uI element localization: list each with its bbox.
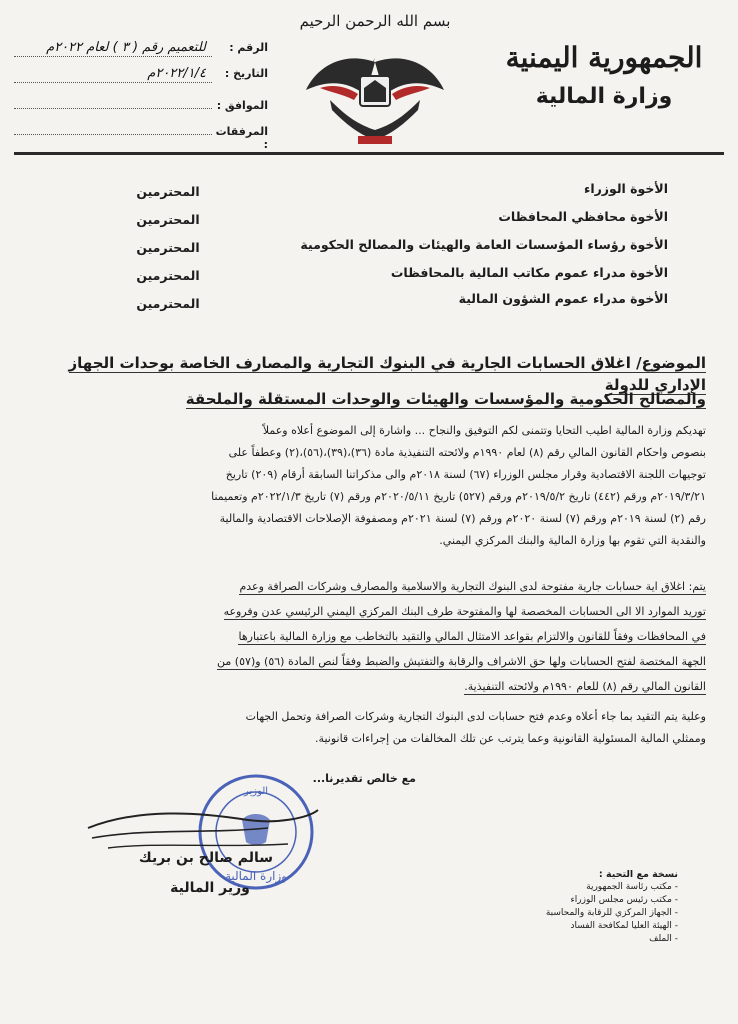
underlined-text: يتم: اغلاق اية حسابات جارية مفتوحة لدى البنوك التجارية والاسلامية والمصارف وشركات الصرافة وعدم	[239, 580, 706, 593]
meta-row-number	[14, 40, 268, 66]
paragraph-line: رقم (٢) لسنة ٢٠١٩م ورقم (٧) لسنة ٢٠٢٠م ورقم (٧) لسنة ٢٠٢١م ومصفوفة الإصلاحات الاقتصادية والمالية	[219, 512, 706, 525]
addressee-honorific: المحترمين	[136, 212, 200, 227]
paragraph-line: ٢٠١٩/٣/٢١م ورقم (٤٤٢) تاريخ ٢٠١٩/٥/٢م ورقم (٥٢٧) تاريخ ٢٠٢٠/٥/١١م ورقم (٧) تاريخ ٢٠٢٢/١/٣م وتعميمنا	[211, 490, 706, 503]
paragraph-line	[30, 624, 706, 649]
addressee-honorific: المحترمين	[136, 268, 200, 283]
meta-row-date	[14, 66, 268, 92]
meta-value	[14, 92, 212, 109]
reference-block	[14, 40, 268, 151]
basmala: بسم الله الرحمن الرحيم	[299, 12, 451, 30]
meta-value: ٢٠٢٢/١/٤م	[14, 66, 212, 83]
closing-line: مع خالص تقديرنا...	[312, 772, 416, 785]
paragraph-line	[30, 649, 706, 674]
paragraph-line: تهديكم وزارة المالية اطيب التحايا وتتمنى لكم التوفيق والنجاح ... واشارة إلى الموضوع أعلاه وعملاً	[262, 424, 706, 437]
decision-paragraph	[30, 574, 706, 699]
paragraph-line: والنقدية التي تقوم بها وزارة المالية والبنك المركزي اليمني.	[439, 534, 706, 547]
stamp-text: وزارة المالية	[224, 869, 288, 883]
body-paragraph-3	[30, 706, 706, 750]
addressee-line: الأخوة الوزراء	[583, 181, 668, 196]
handwritten-signature	[78, 798, 328, 888]
paragraph-line	[30, 574, 706, 599]
copies-item: - الملف	[649, 934, 678, 944]
header-divider	[14, 152, 724, 155]
paragraph-line: بنصوص واحكام القانون المالي رقم (٨) لعام ١٩٩٠م ولائحته التنفيذية مادة (٣٦)،(٣٩)،(٥٦)،(٢) وعطفاً على	[228, 446, 706, 459]
copies-item: - مكتب رئيس مجلس الوزراء	[570, 895, 678, 905]
addressee-honorific: المحترمين	[136, 296, 200, 311]
meta-label: المرفقات :	[215, 125, 268, 151]
subject-text: والمصالح الحكومية والمؤسسات والهيئات والوحدات المستقلة والملحقة	[185, 390, 706, 408]
addressee-honorific: المحترمين	[136, 240, 200, 255]
addressee-line: الأخوة رؤساء المؤسسات العامة والهيئات والمصالح الحكومية	[300, 237, 668, 252]
letterhead	[504, 40, 704, 112]
underlined-text: في المحافظات وفقاً للقانون والالتزام بقواعد الامتثال المالي والتقيد بالتخاطب مع وزارة المالية باعتبارها	[238, 630, 706, 643]
signatory-title: وزير المالية	[170, 880, 250, 896]
meta-label: الرقم :	[229, 41, 268, 54]
subject-line-2	[30, 388, 706, 410]
paragraph-line: وعلية يتم التقيد بما جاء أعلاه وعدم فتح حسابات لدى البنوك التجارية وشركات الصرافة وتحمل الجهات	[245, 710, 706, 723]
paragraph-line	[30, 599, 706, 624]
ministry-name: وزارة المالية	[535, 84, 673, 109]
meta-value	[14, 118, 212, 135]
paragraph-line: وممثلي المالية المسئولية القانونية وعما يترتب عن تلك المخالفات من إجراءات قانونية.	[315, 732, 706, 745]
underlined-text: توريد الموارد الا الى الحسابات المخصصة لها والمفتوحة طرف البنك المركزي اليمني الرئيسي عدن وفروعه	[223, 605, 706, 618]
meta-row-corresponding	[14, 92, 268, 118]
underlined-text: القانون المالي رقم (٨) للعام ١٩٩٠م ولائحته التنفيذية.	[464, 680, 706, 693]
copies-item: - الجهاز المركزي للرقابة والمحاسبة	[545, 908, 678, 918]
addressee-line: الأخوة مدراء عموم مكاتب المالية بالمحافظات	[390, 265, 668, 280]
country-name: الجمهورية اليمنية	[505, 41, 703, 74]
copies-list	[458, 868, 678, 946]
paragraph-line: توجيهات اللجنة الاقتصادية وقرار مجلس الوزراء (٦٧) لسنة ٢٠١٨م والى مذكراتنا السابقة أرقام (٢٠٩) تاريخ	[225, 468, 706, 481]
copies-heading: نسخة مع التحية :	[598, 869, 678, 880]
underlined-text: الجهة المختصة لفتح الحسابات ولها حق الاشراف والرقابة والتفتيش والضبط وفقاً لنص المادة (٥٦) و(٥٧) من	[217, 655, 706, 668]
subject-text: الموضوع/ اغلاق الحسابات الجارية في البنوك التجارية والمصارف الخاصة بوحدات الجهاز الإداري للدولة	[68, 354, 706, 394]
meta-label: الموافق :	[216, 99, 268, 112]
copies-item: - الهيئة العليا لمكافحة الفساد	[570, 921, 678, 931]
meta-row-attachments	[14, 118, 268, 151]
paragraph-line	[30, 674, 706, 699]
meta-label: التاريخ :	[224, 67, 268, 80]
addressee-line: الأخوة محافظي المحافظات	[498, 209, 668, 224]
addressee-honorific: المحترمين	[136, 184, 200, 199]
copies-item: - مكتب رئاسة الجمهورية	[586, 882, 678, 892]
stamp-top-text: الوزير	[243, 786, 269, 797]
meta-value: للتعميم رقم ( ٣ ) لعام ٢٠٢٢م	[14, 40, 212, 57]
yemen-eagle-emblem-icon	[300, 40, 450, 152]
addressee-line: الأخوة مدراء عموم الشؤون المالية	[458, 291, 668, 306]
body-paragraph-1	[30, 420, 706, 552]
signatory-name: سالم صالح بن بريك	[138, 850, 274, 866]
